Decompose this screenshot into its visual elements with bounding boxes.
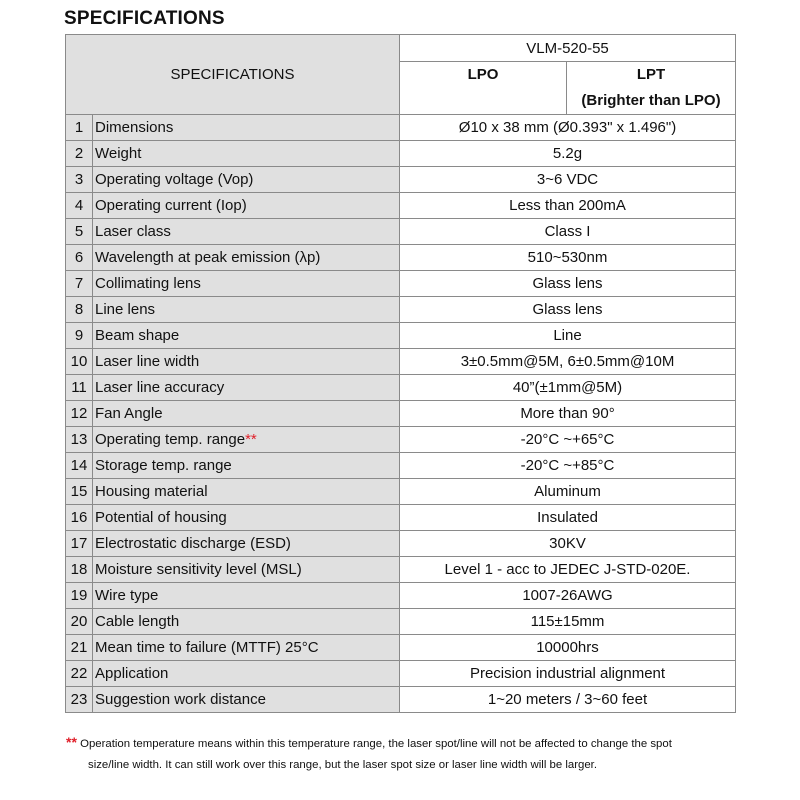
row-number: 17 [66,531,93,557]
footnote [66,732,746,776]
row-value: Insulated [400,505,736,531]
row-number: 3 [66,167,93,193]
row-number: 11 [66,375,93,401]
row-value: Ø10 x 38 mm (Ø0.393" x 1.496") [400,115,736,141]
row-label [93,245,400,271]
row-label-text: Application [95,665,169,682]
row-number: 1 [66,115,93,141]
row-value: 1~20 meters / 3~60 feet [400,687,736,713]
row-label [93,297,400,323]
row-label [93,479,400,505]
row-value: 5.2g [400,141,736,167]
table-row [66,635,736,661]
row-label-text: Potential of housing [95,509,227,526]
model-header-cell: VLM-520-55 [400,35,736,62]
row-label [93,323,400,349]
row-value: Less than 200mA [400,193,736,219]
row-label [93,583,400,609]
row-value: 10000hrs [400,635,736,661]
row-number: 18 [66,557,93,583]
row-label-text: Beam shape [95,327,180,344]
row-value: More than 90° [400,401,736,427]
row-number: 2 [66,141,93,167]
row-value: -20°C ~+85°C [400,453,736,479]
table-row [66,661,736,687]
footnote-line-1: Operation temperature means within this temperature range, the laser spot/line will not be affected to change the spot [80,738,672,750]
row-label [93,635,400,661]
row-label-text: Suggestion work distance [95,691,266,708]
row-number: 5 [66,219,93,245]
table-row [66,245,736,271]
row-label [93,401,400,427]
table-row [66,115,736,141]
table-row [66,219,736,245]
row-value: Line [400,323,736,349]
table-row [66,323,736,349]
row-label-text: Operating temp. range [95,431,246,448]
row-label [93,453,400,479]
row-label-text: Line lens [95,301,156,318]
row-number: 4 [66,193,93,219]
lpt-header-cell [567,62,736,115]
table-row [66,453,736,479]
row-label-text: Laser class [95,223,171,240]
footnote-mark: ** [66,734,77,750]
row-label-text: Electrostatic discharge (ESD) [95,535,291,552]
row-label [93,609,400,635]
row-number: 20 [66,609,93,635]
row-label-text: Mean time to failure (MTTF) 25°C [95,639,319,656]
row-label [93,687,400,713]
row-label-text: Laser line accuracy [95,379,225,396]
row-label-text: Housing material [95,483,208,500]
row-number: 23 [66,687,93,713]
row-number: 21 [66,635,93,661]
row-number: 15 [66,479,93,505]
row-value: 3~6 VDC [400,167,736,193]
row-label-text: Fan Angle [95,405,163,422]
table-row [66,375,736,401]
row-value: 3±0.5mm@5M, 6±0.5mm@10M [400,349,736,375]
row-label [93,505,400,531]
row-label [93,661,400,687]
row-label-text: Weight [95,145,142,162]
row-value: Precision industrial alignment [400,661,736,687]
row-label [93,219,400,245]
spec-header-cell: SPECIFICATIONS [66,35,400,115]
lpo-label: LPO [467,66,499,83]
table-row [66,583,736,609]
table-row [66,349,736,375]
row-label [93,271,400,297]
row-label-text: Laser line width [95,353,200,370]
table-row [66,687,736,713]
row-number: 16 [66,505,93,531]
row-label [93,557,400,583]
table-row [66,141,736,167]
row-label [93,167,400,193]
table-row [66,609,736,635]
row-label [93,115,400,141]
table-row [66,427,736,453]
table-row [66,557,736,583]
row-number: 12 [66,401,93,427]
row-number: 13 [66,427,93,453]
table-row [66,167,736,193]
row-number: 14 [66,453,93,479]
row-number: 9 [66,323,93,349]
footnote-marker: ** [245,431,257,448]
row-value: Glass lens [400,297,736,323]
row-label [93,375,400,401]
row-value: Aluminum [400,479,736,505]
row-label-text: Moisture sensitivity level (MSL) [95,561,302,578]
row-label [93,427,400,453]
row-value: 30KV [400,531,736,557]
row-label-text: Dimensions [95,119,174,136]
row-label-text: Operating voltage (Vop) [95,171,254,188]
table-row [66,479,736,505]
row-value: -20°C ~+65°C [400,427,736,453]
row-label-text: Wire type [95,587,159,604]
row-value: 1007-26AWG [400,583,736,609]
row-number: 22 [66,661,93,687]
row-number: 10 [66,349,93,375]
row-number: 6 [66,245,93,271]
table-row [66,193,736,219]
table-row [66,531,736,557]
row-label-text: Storage temp. range [95,457,232,474]
table-row [66,505,736,531]
row-label-text: Collimating lens [95,275,201,292]
row-number: 7 [66,271,93,297]
row-label [93,531,400,557]
row-label-text: Wavelength at peak emission (λp) [95,249,321,266]
row-label [93,193,400,219]
footnote-line-2: size/line width. It can still work over this range, but the laser spot size or laser line width will be larger. [88,759,598,771]
row-label [93,141,400,167]
row-label-text: Cable length [95,613,180,630]
table-row [66,401,736,427]
table-row [66,297,736,323]
row-number: 19 [66,583,93,609]
row-value: 40”(±1mm@5M) [400,375,736,401]
table-row [66,271,736,297]
lpo-header-cell [400,62,567,115]
row-label [93,349,400,375]
specifications-table [65,34,736,713]
row-value: Class I [400,219,736,245]
row-value: 510~530nm [400,245,736,271]
row-label-text: Operating current (Iop) [95,197,247,214]
row-value: Glass lens [400,271,736,297]
lpt-subtitle: (Brighter than LPO) [581,92,721,109]
lpt-label: LPT [636,66,666,83]
row-value: Level 1 - acc to JEDEC J-STD-020E. [400,557,736,583]
row-value: 115±15mm [400,609,736,635]
row-number: 8 [66,297,93,323]
page-title: SPECIFICATIONS [64,8,225,29]
